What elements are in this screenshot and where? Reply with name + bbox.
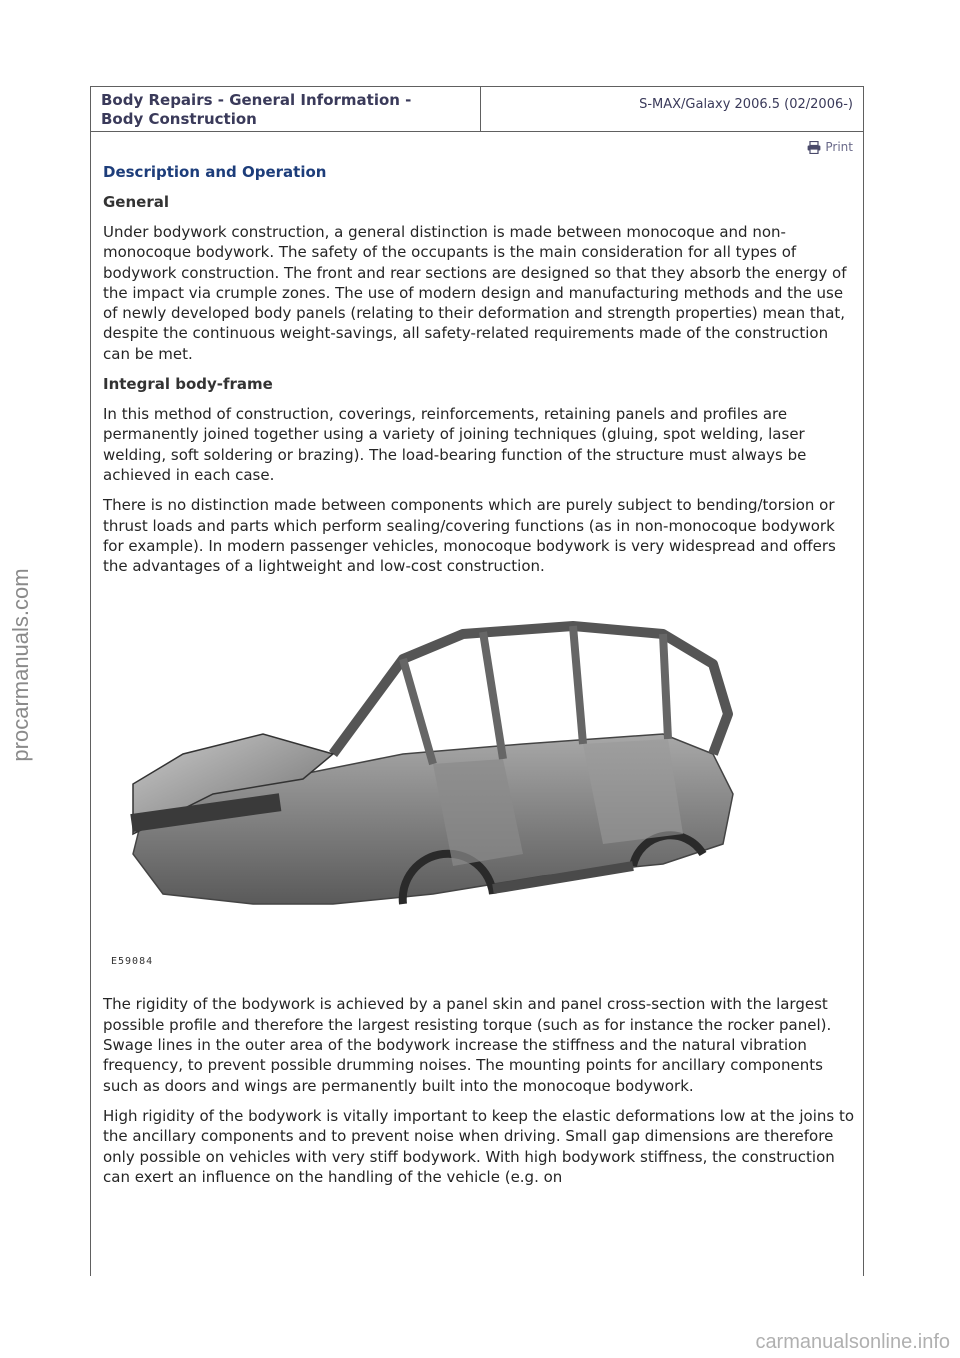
print-label: Print <box>825 140 853 154</box>
high-rigidity-paragraph: High rigidity of the bodywork is vitally important to keep the elastic deformations low at the joins to the ancillary components and to prevent noise when driving. Small gap dimensions are therefore only possible on vehicles with very stiff bodywork. With high bodywork stiffness, the construction can exert an influence on the handling of the vehicle (e.g. on <box>103 1106 855 1186</box>
section-title: Description and Operation <box>103 163 327 181</box>
bottom-watermark: carmanualsonline.info <box>755 1331 950 1353</box>
document-body <box>103 162 855 1187</box>
header-title-line2: Body Construction <box>101 110 257 128</box>
rigidity-paragraph: The rigidity of the bodywork is achieved by a panel skin and panel cross-section with the largest possible profile and therefore the largest resisting torque (such as for instance the rocker panel). Swage lines in the outer area of the bodywork increase the stiffness and the natural vibration frequency, to prevent possible drumming noises. The mounting points for ancillary components such as doors and wings are permanently built into the monocoque bodywork. <box>103 995 832 1095</box>
printer-icon <box>807 141 821 154</box>
body-shell-figure <box>103 604 855 984</box>
header-title-line1: Body Repairs - General Information - <box>101 91 412 109</box>
general-heading: General <box>103 193 169 211</box>
header-model: S-MAX/Galaxy 2006.5 (02/2006-) <box>639 97 853 112</box>
integral-paragraph-2: There is no distinction made between components which are purely subject to bending/torsion or thrust loads and parts which perform sealing/covering functions (as in non-monocoque bodywork for example). In modern passenger vehicles, monocoque bodywork is very widespread and offers the advantages of a lightweight and low-cost construction. <box>103 496 836 576</box>
header-title <box>91 87 481 131</box>
integral-heading: Integral body-frame <box>103 375 273 394</box>
figure-code: E59084 <box>111 956 154 968</box>
general-paragraph: Under bodywork construction, a general distinction is made between monocoque and non-monocoque bodywork. The safety of the occupants is the main consideration for all types of bodywork construction. The front and rear sections are designed so that they absorb the energy of the impact via crumple zones. The use of modern design and manufacturing methods and the use of newly developed body panels (relating to their deformation and strength properties) mean that, despite the continuous weight-savings, all safety-related requirements made of the construction can be met. <box>103 223 847 363</box>
car-body-shell-illustration <box>103 604 855 964</box>
manual-page <box>90 86 864 1276</box>
print-link[interactable] <box>807 140 853 154</box>
side-watermark <box>6 545 36 785</box>
side-watermark-text: procarmanuals.com <box>8 568 33 762</box>
integral-paragraph-1: In this method of construction, coverings, reinforcements, retaining panels and profiles are permanently joined together using a variety of joining techniques (gluing, spot welding, laser welding, soft soldering or brazing). The load-bearing function of the structure must always be achieved in each case. <box>103 405 807 484</box>
page-header <box>91 86 863 132</box>
